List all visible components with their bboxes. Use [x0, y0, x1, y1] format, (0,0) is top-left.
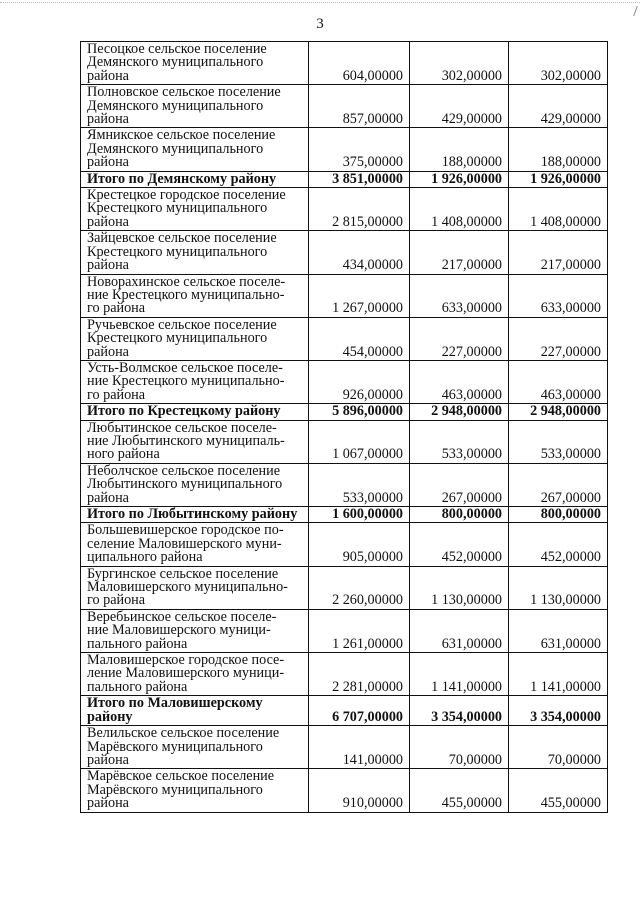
row-name-line: Песоцкое сельское поселение	[87, 41, 267, 57]
value-cell-1: 3 851,00000	[309, 171, 410, 187]
row-name-line: Итого по Маловишерскому	[87, 695, 263, 712]
row-name-line: Итого по Крестецкому району	[87, 403, 281, 420]
row-name-line: ного района	[87, 446, 160, 463]
row-name-line: Зайцевское сельское поселение	[87, 230, 277, 247]
value-cell-1: 6 707,00000	[309, 696, 410, 726]
value-cell-2: 631,00000	[410, 609, 509, 652]
row-name-cell	[81, 85, 309, 128]
row-name-cell	[81, 404, 309, 420]
allocation-table	[80, 41, 608, 813]
row-name-line: го района	[87, 592, 146, 609]
value-cell-3: 217,00000	[509, 231, 608, 274]
row-name-line: района	[87, 751, 129, 768]
value-cell-2: 70,00000	[410, 726, 509, 769]
value-cell-2: 2 948,00000	[410, 404, 509, 420]
value-cell-3: 267,00000	[509, 463, 608, 506]
row-name-line: района	[87, 489, 129, 506]
row-name-cell	[81, 609, 309, 652]
table-body	[81, 42, 608, 813]
row-name-line: Маловишерское городское посе-	[87, 652, 285, 669]
value-cell-2: 302,00000	[410, 42, 509, 85]
table-row	[81, 188, 608, 231]
value-cell-1: 533,00000	[309, 463, 410, 506]
table-row	[81, 128, 608, 171]
row-name-line: го района	[87, 386, 146, 403]
value-cell-3: 227,00000	[509, 317, 608, 360]
value-cell-3: 302,00000	[509, 42, 608, 85]
value-cell-2: 1 130,00000	[410, 566, 509, 609]
row-name-cell	[81, 726, 309, 769]
value-cell-1: 1 267,00000	[309, 274, 410, 317]
table-row	[81, 463, 608, 506]
value-cell-3: 1 141,00000	[509, 653, 608, 696]
row-name-line: Полновское сельское поселение	[87, 84, 281, 101]
row-name-cell	[81, 274, 309, 317]
row-name-line: Ямникское сельское поселение	[87, 127, 276, 144]
row-name-line: Веребьинское сельское поселе-	[87, 608, 277, 625]
value-cell-2: 633,00000	[410, 274, 509, 317]
row-name-line: ципального района	[87, 549, 203, 566]
row-name-line: Новорахинское сельское поселе-	[87, 273, 286, 290]
row-name-line: ние Крестецкого муниципально-	[87, 286, 285, 303]
value-cell-2: 429,00000	[410, 85, 509, 128]
value-cell-2: 800,00000	[410, 507, 509, 523]
value-cell-3: 463,00000	[509, 360, 608, 403]
row-name-line: района	[87, 67, 129, 84]
value-cell-3: 1 130,00000	[509, 566, 608, 609]
row-name-line: го района	[87, 300, 146, 317]
value-cell-2: 1 408,00000	[410, 188, 509, 231]
row-name-line: района	[87, 795, 129, 812]
row-name-line: Большевишерское городское по-	[87, 522, 284, 539]
row-name-line: Марёвского муниципального	[87, 781, 263, 798]
row-name-line: Марёвского муниципального	[87, 738, 263, 755]
value-cell-3: 3 354,00000	[509, 696, 608, 726]
table-row-total	[81, 696, 608, 726]
value-cell-3: 533,00000	[509, 420, 608, 463]
row-name-line: Крестецкого муниципального	[87, 330, 268, 347]
value-cell-2: 1 141,00000	[410, 653, 509, 696]
value-cell-3: 70,00000	[509, 726, 608, 769]
row-name-line: Любытинского муниципального	[87, 476, 283, 493]
row-name-line: Демянского муниципального	[87, 54, 264, 71]
value-cell-2: 452,00000	[410, 523, 509, 566]
table-row	[81, 523, 608, 566]
value-cell-1: 1 600,00000	[309, 507, 410, 523]
row-name-line: Крестецкого муниципального	[87, 243, 268, 260]
table-row-total	[81, 404, 608, 420]
row-name-cell	[81, 360, 309, 403]
row-name-line: Велильское сельское поселение	[87, 725, 280, 742]
table-row	[81, 360, 608, 403]
row-name-line: Бургинское сельское поселение	[87, 565, 279, 582]
value-cell-2: 227,00000	[410, 317, 509, 360]
value-cell-2: 217,00000	[410, 231, 509, 274]
value-cell-1: 2 260,00000	[309, 566, 410, 609]
row-name-line: Маловишерского муниципально-	[87, 579, 288, 596]
value-cell-3: 188,00000	[509, 128, 608, 171]
value-cell-1: 905,00000	[309, 523, 410, 566]
table-row	[81, 317, 608, 360]
table-row	[81, 420, 608, 463]
row-name-cell	[81, 523, 309, 566]
row-name-line: района	[87, 343, 129, 360]
row-name-line: Усть-Волмское сельское поселе-	[87, 359, 283, 376]
value-cell-3: 631,00000	[509, 609, 608, 652]
row-name-line: ние Маловишерского муници-	[87, 622, 271, 639]
value-cell-1: 2 815,00000	[309, 188, 410, 231]
value-cell-1: 926,00000	[309, 360, 410, 403]
table-row	[81, 653, 608, 696]
value-cell-3: 800,00000	[509, 507, 608, 523]
value-cell-2: 455,00000	[410, 769, 509, 812]
row-name-line: Любытинское сельское поселе-	[87, 419, 277, 436]
row-name-cell	[81, 463, 309, 506]
value-cell-1: 141,00000	[309, 726, 410, 769]
value-cell-1: 434,00000	[309, 231, 410, 274]
row-name-line: селение Маловишерского муни-	[87, 535, 282, 552]
row-name-line: району	[87, 708, 133, 725]
value-cell-1: 2 281,00000	[309, 653, 410, 696]
table-row	[81, 609, 608, 652]
value-cell-2: 3 354,00000	[410, 696, 509, 726]
row-name-line: пального района	[87, 678, 188, 695]
row-name-line: района	[87, 213, 129, 230]
page-number: 3	[316, 16, 324, 32]
row-name-line: Марёвское сельское поселение	[87, 768, 275, 785]
row-name-line: пального района	[87, 635, 188, 652]
row-name-line: Неболчское сельское поселение	[87, 462, 281, 479]
value-cell-1: 1 067,00000	[309, 420, 410, 463]
value-cell-1: 375,00000	[309, 128, 410, 171]
table-row	[81, 769, 608, 812]
table-row	[81, 85, 608, 128]
value-cell-3: 633,00000	[509, 274, 608, 317]
row-name-cell	[81, 696, 309, 726]
value-cell-3: 1 926,00000	[509, 171, 608, 187]
row-name-cell	[81, 171, 309, 187]
table-row	[81, 726, 608, 769]
row-name-cell	[81, 566, 309, 609]
row-name-cell	[81, 42, 309, 85]
row-name-line: ние Любытинского муниципаль-	[87, 432, 285, 449]
row-name-cell	[81, 128, 309, 171]
value-cell-1: 857,00000	[309, 85, 410, 128]
value-cell-1: 454,00000	[309, 317, 410, 360]
row-name-line: Ручьевское сельское поселение	[87, 316, 277, 333]
value-cell-1: 910,00000	[309, 769, 410, 812]
value-cell-3: 1 408,00000	[509, 188, 608, 231]
table-row	[81, 42, 608, 85]
value-cell-2: 267,00000	[410, 463, 509, 506]
value-cell-3: 2 948,00000	[509, 404, 608, 420]
table-row	[81, 231, 608, 274]
row-name-line: района	[87, 257, 129, 274]
value-cell-1: 1 261,00000	[309, 609, 410, 652]
row-name-line: района	[87, 111, 129, 128]
row-name-line: Итого по Демянскому району	[87, 170, 277, 187]
value-cell-3: 455,00000	[509, 769, 608, 812]
row-name-line: Итого по Любытинскому району	[87, 506, 298, 522]
row-name-line: Крестецкое городское поселение	[87, 187, 286, 204]
row-name-cell	[81, 231, 309, 274]
value-cell-3: 452,00000	[509, 523, 608, 566]
table-row-total	[81, 507, 608, 523]
row-name-line: ление Маловишерского муници-	[87, 665, 285, 682]
value-cell-2: 1 926,00000	[410, 171, 509, 187]
row-name-line: ние Крестецкого муниципально-	[87, 373, 285, 390]
value-cell-2: 463,00000	[410, 360, 509, 403]
table-row	[81, 566, 608, 609]
row-name-line: Демянского муниципального	[87, 140, 264, 157]
row-name-line: района	[87, 154, 129, 171]
value-cell-2: 188,00000	[410, 128, 509, 171]
row-name-cell	[81, 188, 309, 231]
row-name-cell	[81, 420, 309, 463]
row-name-cell	[81, 507, 309, 523]
table-row-total	[81, 171, 608, 187]
value-cell-3: 429,00000	[509, 85, 608, 128]
row-name-line: Демянского муниципального	[87, 97, 264, 114]
row-name-cell	[81, 317, 309, 360]
value-cell-2: 533,00000	[410, 420, 509, 463]
value-cell-1: 604,00000	[309, 42, 410, 85]
scan-edge-line	[0, 2, 640, 3]
table-row	[81, 274, 608, 317]
scan-edge-mark	[627, 6, 638, 16]
row-name-line: Крестецкого муниципального	[87, 200, 268, 217]
value-cell-1: 5 896,00000	[309, 404, 410, 420]
row-name-cell	[81, 769, 309, 812]
row-name-cell	[81, 653, 309, 696]
